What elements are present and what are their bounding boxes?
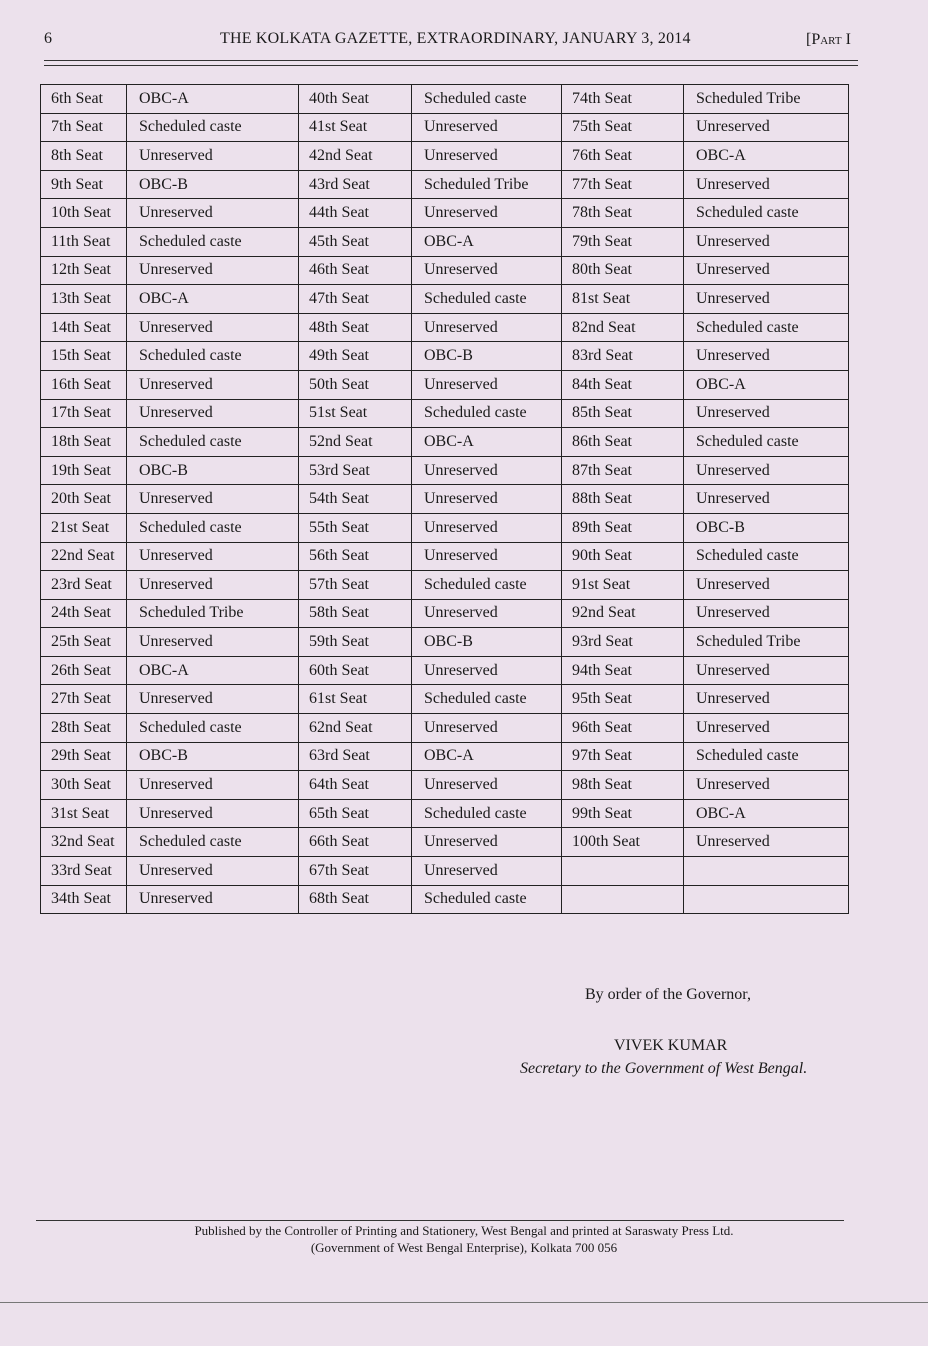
- signatory-name: VIVEK KUMAR: [614, 1037, 728, 1054]
- seat-number-cell: 18th Seat: [41, 428, 127, 457]
- table-row: [41, 142, 849, 171]
- page-edge: [0, 1302, 928, 1303]
- seat-number-cell: 62nd Seat: [299, 714, 412, 743]
- reservation-category-cell: Scheduled caste: [412, 399, 562, 428]
- reservation-category-cell: OBC-A: [127, 85, 299, 114]
- seat-number-cell: 57th Seat: [299, 571, 412, 600]
- seat-number-cell: 20th Seat: [41, 485, 127, 514]
- seat-number-cell: 89th Seat: [562, 513, 684, 542]
- seat-number-cell: 15th Seat: [41, 342, 127, 371]
- reservation-category-cell: Unreserved: [127, 799, 299, 828]
- reservation-category-cell: Scheduled Tribe: [127, 599, 299, 628]
- reservation-category-cell: Unreserved: [127, 142, 299, 171]
- seat-number-cell: 55th Seat: [299, 513, 412, 542]
- seat-number-cell: 51st Seat: [299, 399, 412, 428]
- seat-number-cell: 96th Seat: [562, 714, 684, 743]
- seat-number-cell: 14th Seat: [41, 313, 127, 342]
- reservation-category-cell: Unreserved: [412, 828, 562, 857]
- reservation-category-cell: OBC-B: [684, 513, 849, 542]
- seat-number-cell: 93rd Seat: [562, 628, 684, 657]
- reservation-category-cell: Scheduled caste: [684, 199, 849, 228]
- reservation-category-cell: Scheduled caste: [684, 313, 849, 342]
- reservation-category-cell: OBC-A: [127, 656, 299, 685]
- table-row: [41, 170, 849, 199]
- seat-number-cell: 95th Seat: [562, 685, 684, 714]
- seat-number-cell: 83rd Seat: [562, 342, 684, 371]
- seat-number-cell: 56th Seat: [299, 542, 412, 571]
- reservation-category-cell: Unreserved: [684, 113, 849, 142]
- seat-number-cell: 66th Seat: [299, 828, 412, 857]
- reservation-category-cell: OBC-A: [684, 370, 849, 399]
- table-row: [41, 542, 849, 571]
- reservation-category-cell: Unreserved: [127, 685, 299, 714]
- gazette-title: THE KOLKATA GAZETTE, EXTRAORDINARY, JANUARY 3, 2014: [220, 30, 691, 47]
- table-row: [41, 685, 849, 714]
- seat-number-cell: 52nd Seat: [299, 428, 412, 457]
- reservation-category-cell: OBC-A: [412, 227, 562, 256]
- reservation-category-cell: Scheduled caste: [127, 227, 299, 256]
- seat-number-cell: 25th Seat: [41, 628, 127, 657]
- seat-number-cell: 41st Seat: [299, 113, 412, 142]
- seat-number-cell: 50th Seat: [299, 370, 412, 399]
- seat-number-cell: 32nd Seat: [41, 828, 127, 857]
- reservation-category-cell: Unreserved: [412, 113, 562, 142]
- footer-publisher-line: Published by the Controller of Printing and Stationery, West Bengal and printed at Saraswaty Press Ltd.: [194, 1223, 734, 1238]
- reservation-category-cell: Scheduled caste: [684, 742, 849, 771]
- reservation-category-cell: Scheduled caste: [684, 542, 849, 571]
- reservation-category-cell: Unreserved: [127, 885, 299, 914]
- reservation-category-cell: OBC-B: [412, 342, 562, 371]
- reservation-category-cell: Unreserved: [684, 227, 849, 256]
- seat-number-cell: 26th Seat: [41, 656, 127, 685]
- seat-number-cell: 85th Seat: [562, 399, 684, 428]
- seat-number-cell: 40th Seat: [299, 85, 412, 114]
- reservation-category-cell: Unreserved: [684, 828, 849, 857]
- seat-number-cell: 11th Seat: [41, 227, 127, 256]
- reservation-category-cell: Scheduled caste: [127, 714, 299, 743]
- seat-number-cell: 12th Seat: [41, 256, 127, 285]
- seat-number-cell: 65th Seat: [299, 799, 412, 828]
- seat-number-cell: 34th Seat: [41, 885, 127, 914]
- page-number: 6: [44, 30, 52, 47]
- seat-number-cell: 88th Seat: [562, 485, 684, 514]
- table-row: [41, 828, 849, 857]
- part-label: [Part I: [806, 31, 851, 48]
- seat-number-cell: 99th Seat: [562, 799, 684, 828]
- table-row: [41, 599, 849, 628]
- reservation-category-cell: Unreserved: [412, 256, 562, 285]
- table-row: [41, 485, 849, 514]
- reservation-category-cell: Unreserved: [127, 628, 299, 657]
- seat-number-cell: 28th Seat: [41, 714, 127, 743]
- seat-number-cell: 87th Seat: [562, 456, 684, 485]
- seat-number-cell: 27th Seat: [41, 685, 127, 714]
- seat-number-cell: 9th Seat: [41, 170, 127, 199]
- reservation-category-cell: Unreserved: [684, 170, 849, 199]
- table-row: [41, 313, 849, 342]
- table-row: [41, 628, 849, 657]
- reservation-category-cell: OBC-A: [684, 142, 849, 171]
- seat-number-cell: 100th Seat: [562, 828, 684, 857]
- seat-number-cell: 23rd Seat: [41, 571, 127, 600]
- signatory-designation: Secretary to the Government of West Bengal.: [520, 1060, 808, 1077]
- seat-number-cell: 21st Seat: [41, 513, 127, 542]
- footer-rule: [36, 1220, 844, 1221]
- seat-number-cell: 42nd Seat: [299, 142, 412, 171]
- reservation-category-cell: Scheduled caste: [127, 342, 299, 371]
- reservation-category-cell: Unreserved: [684, 485, 849, 514]
- seat-number-cell: 75th Seat: [562, 113, 684, 142]
- seat-number-cell: 79th Seat: [562, 227, 684, 256]
- table-row: [41, 656, 849, 685]
- reservation-category-cell: Unreserved: [412, 199, 562, 228]
- seat-number-cell: 16th Seat: [41, 370, 127, 399]
- table-row: [41, 428, 849, 457]
- seat-number-cell: 64th Seat: [299, 771, 412, 800]
- reservation-category-cell: OBC-B: [412, 628, 562, 657]
- reservation-category-cell: Unreserved: [412, 857, 562, 886]
- seat-number-cell: 19th Seat: [41, 456, 127, 485]
- table-row: [41, 199, 849, 228]
- table-row: [41, 571, 849, 600]
- seat-number-cell: 45th Seat: [299, 227, 412, 256]
- table-row: [41, 85, 849, 114]
- reservation-category-cell: Unreserved: [127, 256, 299, 285]
- reservation-category-cell: OBC-A: [412, 742, 562, 771]
- seat-number-cell: 98th Seat: [562, 771, 684, 800]
- seat-number-cell: 92nd Seat: [562, 599, 684, 628]
- seat-number-cell: 6th Seat: [41, 85, 127, 114]
- reservation-category-cell: Unreserved: [412, 771, 562, 800]
- reservation-category-cell: Unreserved: [684, 342, 849, 371]
- reservation-category-cell: Unreserved: [684, 714, 849, 743]
- table-row: [41, 513, 849, 542]
- seat-number-cell: 84th Seat: [562, 370, 684, 399]
- table-row: [41, 799, 849, 828]
- seat-number-cell: 30th Seat: [41, 771, 127, 800]
- seat-number-cell: 17th Seat: [41, 399, 127, 428]
- reservation-category-cell: Unreserved: [684, 399, 849, 428]
- reservation-category-cell: Scheduled caste: [412, 885, 562, 914]
- reservation-category-cell: Unreserved: [684, 456, 849, 485]
- table-row: [41, 857, 849, 886]
- reservation-category-cell: Scheduled Tribe: [684, 85, 849, 114]
- seat-number-cell: 91st Seat: [562, 571, 684, 600]
- reservation-category-cell: Unreserved: [412, 656, 562, 685]
- reservation-category-cell: Scheduled caste: [127, 513, 299, 542]
- reservation-category-cell: Unreserved: [127, 571, 299, 600]
- seat-number-cell: 54th Seat: [299, 485, 412, 514]
- reservation-category-cell: Unreserved: [127, 485, 299, 514]
- seat-reservation-table: [40, 84, 849, 914]
- seat-number-cell: 97th Seat: [562, 742, 684, 771]
- seat-number-cell: 48th Seat: [299, 313, 412, 342]
- reservation-category-cell: OBC-B: [127, 456, 299, 485]
- reservation-category-cell: Unreserved: [412, 599, 562, 628]
- seat-number-cell: 8th Seat: [41, 142, 127, 171]
- table-row: [41, 456, 849, 485]
- seat-number-cell: 33rd Seat: [41, 857, 127, 886]
- table-row: [41, 342, 849, 371]
- seat-number-cell: 60th Seat: [299, 656, 412, 685]
- reservation-category-cell: Unreserved: [412, 456, 562, 485]
- reservation-category-cell: Unreserved: [127, 313, 299, 342]
- seat-number-cell: 74th Seat: [562, 85, 684, 114]
- reservation-category-cell: Unreserved: [127, 857, 299, 886]
- reservation-category-cell: Unreserved: [684, 685, 849, 714]
- seat-number-cell: 90th Seat: [562, 542, 684, 571]
- table-row: [41, 885, 849, 914]
- reservation-category-cell: Scheduled Tribe: [684, 628, 849, 657]
- seat-number-cell: 22nd Seat: [41, 542, 127, 571]
- seat-number-cell: 47th Seat: [299, 285, 412, 314]
- reservation-category-cell: Unreserved: [684, 571, 849, 600]
- reservation-category-cell: Unreserved: [412, 142, 562, 171]
- reservation-category-cell: [684, 885, 849, 914]
- reservation-category-cell: Unreserved: [684, 771, 849, 800]
- by-order-line: By order of the Governor,: [585, 986, 751, 1003]
- seat-number-cell: 67th Seat: [299, 857, 412, 886]
- header-rule-bottom: [44, 65, 858, 66]
- reservation-category-cell: Scheduled Tribe: [412, 170, 562, 199]
- seat-number-cell: 86th Seat: [562, 428, 684, 457]
- reservation-category-cell: Scheduled caste: [127, 113, 299, 142]
- seat-number-cell: 53rd Seat: [299, 456, 412, 485]
- seat-number-cell: 68th Seat: [299, 885, 412, 914]
- table-row: [41, 285, 849, 314]
- seat-number-cell: 7th Seat: [41, 113, 127, 142]
- reservation-category-cell: Scheduled caste: [684, 428, 849, 457]
- reservation-category-cell: OBC-A: [412, 428, 562, 457]
- reservation-category-cell: Unreserved: [127, 399, 299, 428]
- seat-number-cell: 10th Seat: [41, 199, 127, 228]
- seat-table-body: [41, 85, 849, 914]
- reservation-category-cell: Unreserved: [684, 285, 849, 314]
- table-row: [41, 256, 849, 285]
- seat-number-cell: 78th Seat: [562, 199, 684, 228]
- seat-number-cell: 58th Seat: [299, 599, 412, 628]
- seat-number-cell: 59th Seat: [299, 628, 412, 657]
- reservation-category-cell: Scheduled caste: [412, 799, 562, 828]
- seat-number-cell: 82nd Seat: [562, 313, 684, 342]
- seat-number-cell: [562, 857, 684, 886]
- reservation-category-cell: OBC-B: [127, 170, 299, 199]
- header-rule-top: [44, 60, 858, 61]
- table-row: [41, 771, 849, 800]
- reservation-category-cell: Scheduled caste: [412, 571, 562, 600]
- reservation-category-cell: OBC-A: [684, 799, 849, 828]
- table-row: [41, 227, 849, 256]
- reservation-category-cell: Unreserved: [684, 656, 849, 685]
- seat-number-cell: 77th Seat: [562, 170, 684, 199]
- seat-number-cell: 44th Seat: [299, 199, 412, 228]
- seat-number-cell: 81st Seat: [562, 285, 684, 314]
- reservation-category-cell: Unreserved: [127, 771, 299, 800]
- reservation-category-cell: Scheduled caste: [412, 85, 562, 114]
- reservation-category-cell: OBC-B: [127, 742, 299, 771]
- seat-number-cell: 49th Seat: [299, 342, 412, 371]
- seat-number-cell: 29th Seat: [41, 742, 127, 771]
- seat-number-cell: 31st Seat: [41, 799, 127, 828]
- reservation-category-cell: Scheduled caste: [412, 285, 562, 314]
- reservation-category-cell: Unreserved: [684, 599, 849, 628]
- reservation-category-cell: Unreserved: [127, 370, 299, 399]
- seat-number-cell: 13th Seat: [41, 285, 127, 314]
- seat-number-cell: 61st Seat: [299, 685, 412, 714]
- table-row: [41, 399, 849, 428]
- footer-address-line: (Government of West Bengal Enterprise), Kolkata 700 056: [310, 1240, 618, 1255]
- reservation-category-cell: Unreserved: [127, 542, 299, 571]
- table-row: [41, 742, 849, 771]
- reservation-category-cell: Unreserved: [412, 485, 562, 514]
- seat-number-cell: 63rd Seat: [299, 742, 412, 771]
- reservation-category-cell: Scheduled caste: [127, 428, 299, 457]
- seat-number-cell: 76th Seat: [562, 142, 684, 171]
- table-row: [41, 113, 849, 142]
- reservation-category-cell: Unreserved: [412, 714, 562, 743]
- reservation-category-cell: Unreserved: [412, 370, 562, 399]
- seat-number-cell: 46th Seat: [299, 256, 412, 285]
- seat-number-cell: 43rd Seat: [299, 170, 412, 199]
- reservation-category-cell: Scheduled caste: [127, 828, 299, 857]
- reservation-category-cell: Scheduled caste: [412, 685, 562, 714]
- reservation-category-cell: Unreserved: [127, 199, 299, 228]
- seat-number-cell: 24th Seat: [41, 599, 127, 628]
- seat-number-cell: 94th Seat: [562, 656, 684, 685]
- seat-number-cell: [562, 885, 684, 914]
- seat-number-cell: 80th Seat: [562, 256, 684, 285]
- reservation-category-cell: [684, 857, 849, 886]
- table-row: [41, 714, 849, 743]
- reservation-category-cell: Unreserved: [684, 256, 849, 285]
- reservation-category-cell: OBC-A: [127, 285, 299, 314]
- reservation-category-cell: Unreserved: [412, 513, 562, 542]
- table-row: [41, 370, 849, 399]
- reservation-category-cell: Unreserved: [412, 542, 562, 571]
- reservation-category-cell: Unreserved: [412, 313, 562, 342]
